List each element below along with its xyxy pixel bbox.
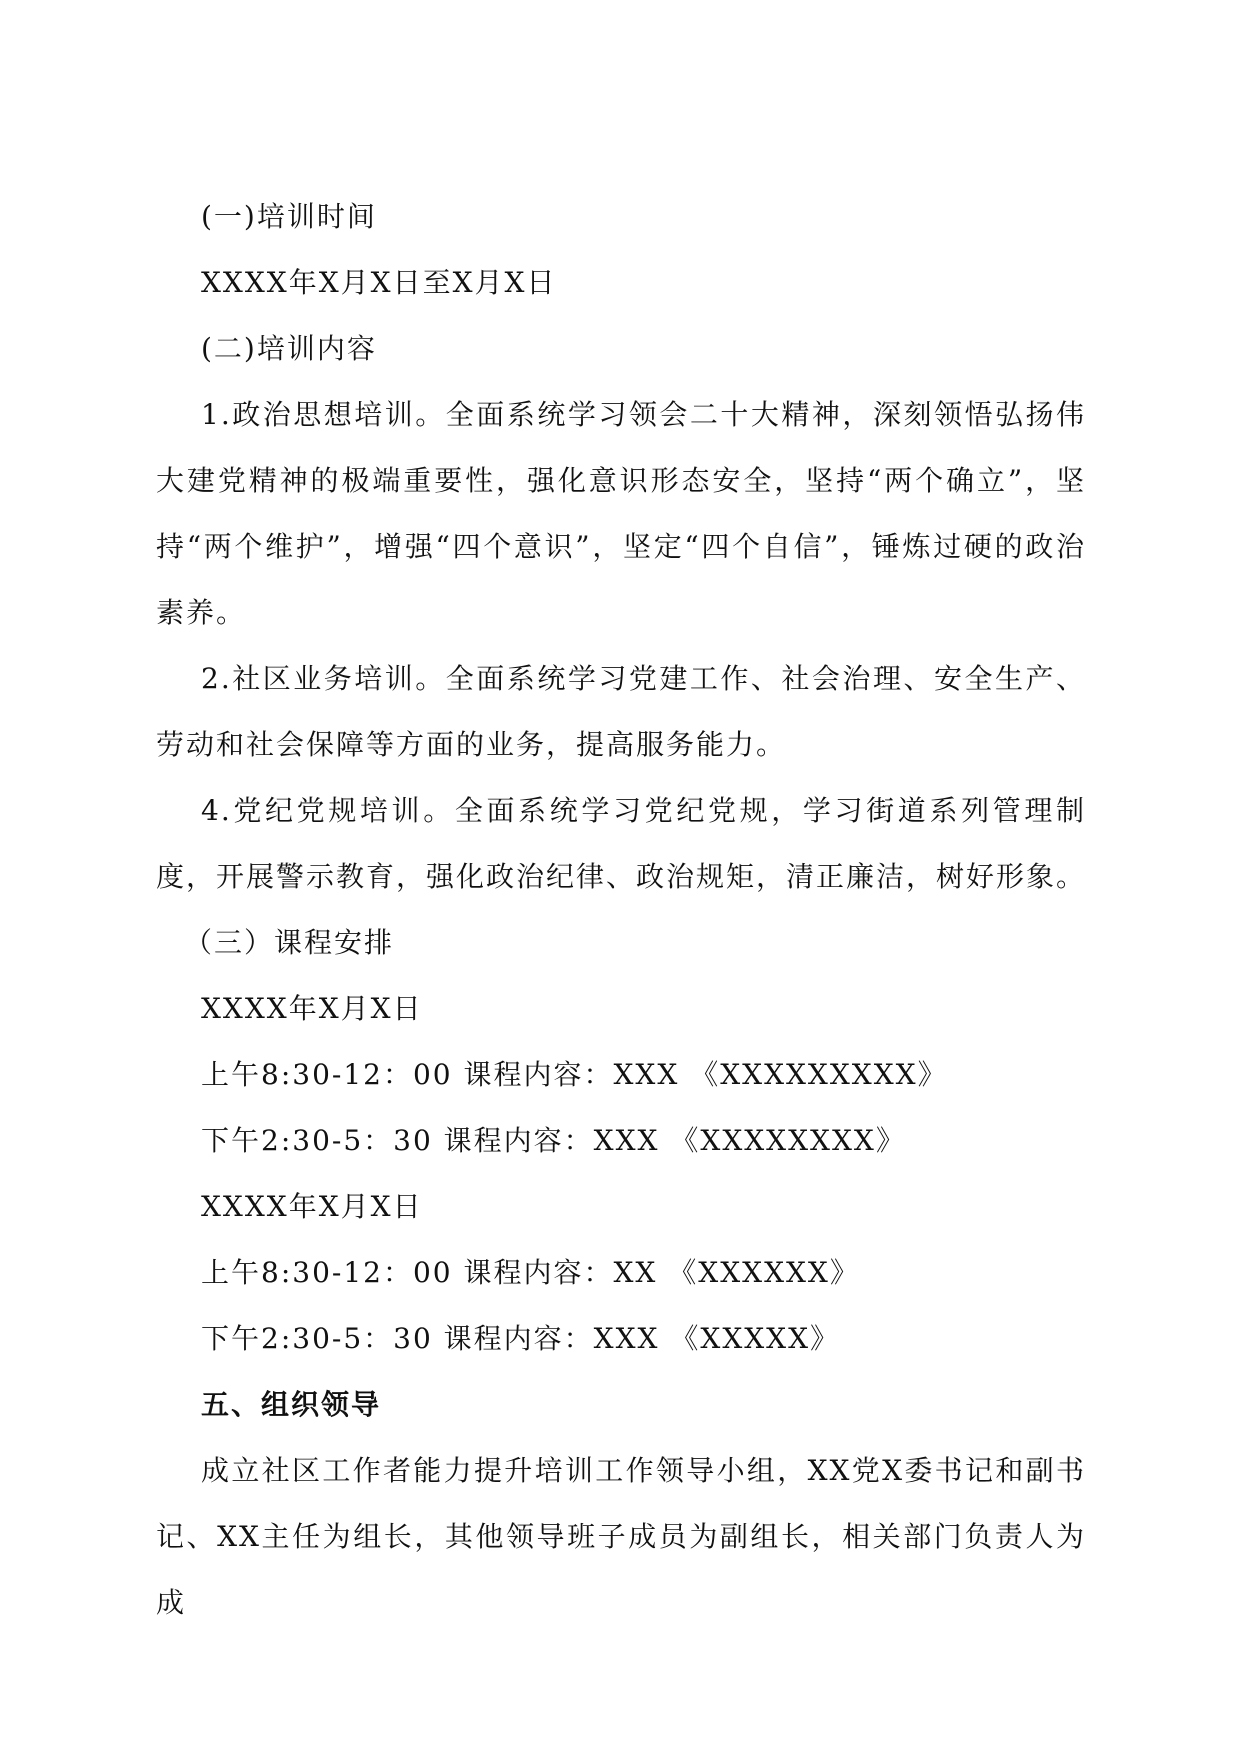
community-business-training-paragraph: 2.社区业务培训。全面系统学习党建工作、社会治理、安全生产、劳动和社会保障等方面的业务，提高服务能力。 xyxy=(156,662,1086,761)
political-training-paragraph: 1.政治思想培训。全面系统学习领会二十大精神，深刻领悟弘扬伟大建党精神的极端重要性，强化意识形态安全，坚持“两个确立”，坚持“两个维护”，增强“四个意识”，坚定“四个自信”，锤炼过硬的政治素养。 xyxy=(156,398,1086,629)
schedule-day-2-morning: 上午8:30-12：00 课程内容：XX 《XXXXXX》 xyxy=(201,1256,860,1289)
schedule-day-2-date: XXXX年X月X日 xyxy=(201,1190,423,1223)
training-content-heading: (二)培训内容 xyxy=(201,332,377,365)
party-discipline-training-paragraph: 4.党纪党规培训。全面系统学习党纪党规，学习街道系列管理制度，开展警示教育，强化政治纪律、政治规矩，清正廉洁，树好形象。 xyxy=(156,794,1087,893)
schedule-day-1-afternoon: 下午2:30-5：30 课程内容：XXX 《XXXXXXXX》 xyxy=(201,1124,906,1157)
schedule-day-1-morning: 上午8:30-12：00 课程内容：XXX 《XXXXXXXXX》 xyxy=(201,1058,948,1091)
course-schedule-heading: （三）课程安排 xyxy=(184,926,395,959)
organization-leadership-heading: 五、组织领导 xyxy=(201,1388,382,1421)
schedule-day-1-date: XXXX年X月X日 xyxy=(201,992,423,1025)
training-time-heading: (一)培训时间 xyxy=(201,200,377,233)
leadership-group-paragraph: 成立社区工作者能力提升培训工作领导小组，XX党X委书记和副书记、XX主任为组长，其他领导班子成员为副组长，相关部门负责人为成 xyxy=(156,1454,1086,1619)
schedule-day-2-afternoon: 下午2:30-5：30 课程内容：XXX 《XXXXX》 xyxy=(201,1322,841,1355)
document-body xyxy=(156,184,1086,1636)
training-time-text: XXXX年X月X日至X月X日 xyxy=(201,266,557,299)
